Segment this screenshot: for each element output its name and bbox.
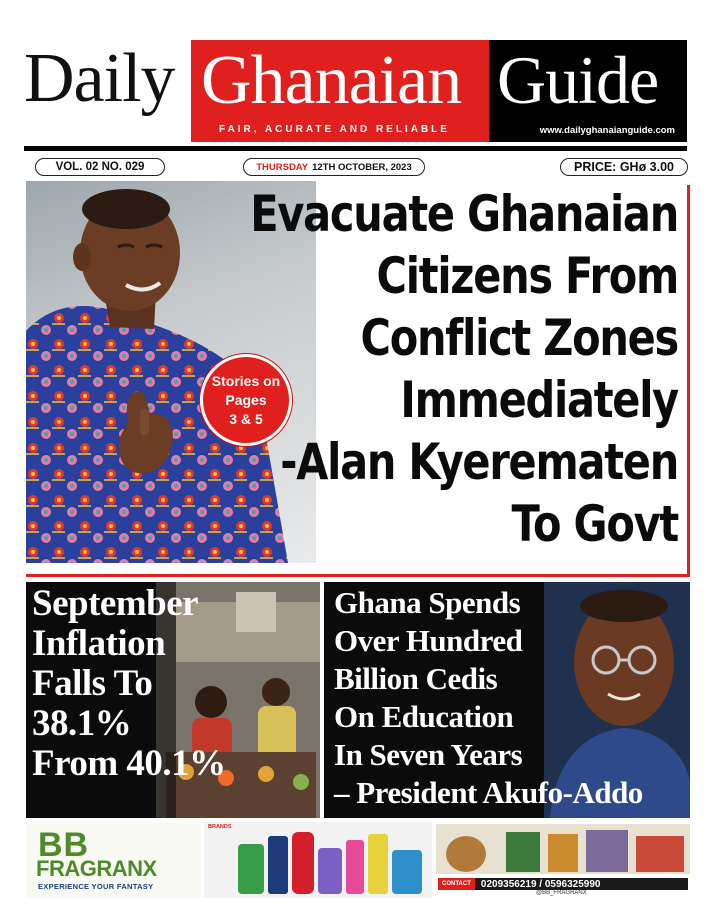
masthead-ghanaian: Ghanaian <box>201 42 462 119</box>
advert-logo-brand: FRAGRANX <box>36 856 157 881</box>
headline-line: Conflict Zones <box>360 309 678 367</box>
story-line: In Seven Years <box>334 737 523 772</box>
issue-price: PRICE: GHø 3.00 <box>560 158 688 176</box>
masthead-tagline: FAIR, ACURATE AND RELIABLE <box>219 124 450 135</box>
story-line: Billion Cedis <box>334 661 498 696</box>
advert-tagline: EXPERIENCE YOUR FANTASY <box>38 882 154 891</box>
advert-social-handle[interactable]: @BB_FRAGRANX <box>536 890 587 896</box>
masthead-guide: Guide <box>497 42 659 118</box>
story-line: – President Akufo-Addo <box>334 775 643 810</box>
advert-products-panel <box>204 822 432 898</box>
issue-date-text: 12TH OCTOBER, 2023 <box>312 161 412 173</box>
story-line: Ghana Spends <box>334 585 521 620</box>
headline-line: Evacuate Ghanaian <box>250 185 678 243</box>
issue-date <box>243 158 425 176</box>
advert-brands-title: BRANDS <box>208 824 232 830</box>
story-line: 38.1% <box>32 703 132 744</box>
headline-line: To Govt <box>511 495 678 553</box>
headline-line: -Alan Kyerematen <box>280 433 678 491</box>
advert-phone-numbers[interactable]: 0209356219 / 0596325990 <box>480 878 601 890</box>
masthead <box>0 0 707 150</box>
headline-line: Citizens From <box>376 247 678 305</box>
advert-contact-label: CONTACT <box>438 878 475 890</box>
advert-contact-panel <box>436 822 690 898</box>
masthead-red-block <box>191 40 489 142</box>
issue-day: THURSDAY <box>256 161 309 173</box>
story-line: Over Hundred <box>334 623 523 658</box>
story-line: From 40.1% <box>32 743 226 784</box>
headline-line: Immediately <box>400 371 678 429</box>
story-line: On Education <box>334 699 514 734</box>
education-story[interactable] <box>324 582 690 818</box>
badge-line: Stories on <box>211 372 281 389</box>
lead-headline <box>246 183 678 555</box>
volume-number: VOL. 02 NO. 029 <box>35 158 165 176</box>
advert-logo-bb: BB <box>38 826 90 864</box>
fragrance-advert[interactable] <box>26 822 690 898</box>
masthead-black-block <box>489 40 687 142</box>
inflation-story[interactable] <box>26 582 320 818</box>
masthead-rule <box>24 146 687 151</box>
masthead-daily: Daily <box>24 40 175 117</box>
lead-story[interactable] <box>26 181 690 577</box>
badge-line: Pages <box>225 391 267 408</box>
stories-page-badge <box>200 354 292 446</box>
education-headline <box>334 584 643 812</box>
product-showcase-illustration <box>436 822 690 876</box>
website-url[interactable]: www.dailyghanaianguide.com <box>539 125 675 136</box>
advert-contact-bar <box>438 878 688 890</box>
badge-line: 3 & 5 <box>229 410 263 427</box>
inflation-headline <box>32 584 226 784</box>
product-bottles-illustration <box>204 822 432 898</box>
story-line: Inflation <box>32 623 166 664</box>
advert-logo-panel <box>26 822 201 898</box>
story-line: September <box>32 583 199 624</box>
story-line: Falls To <box>32 663 153 704</box>
